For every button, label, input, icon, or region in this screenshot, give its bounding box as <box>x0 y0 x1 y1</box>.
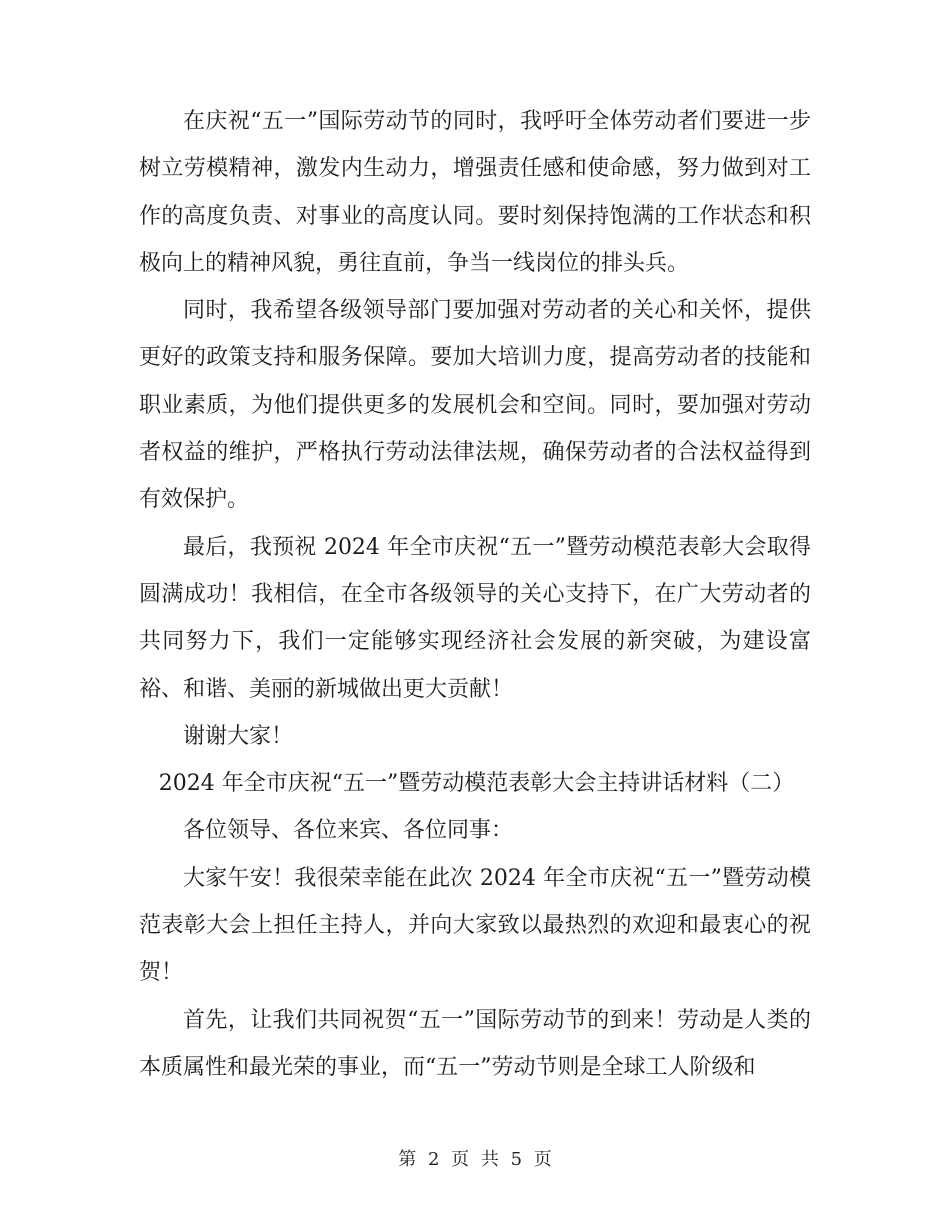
page-number: 第 2 页 共 5 页 <box>398 1149 552 1170</box>
document-body <box>139 98 811 1091</box>
paragraph-labor-spirit: 在庆祝“五一”国际劳动节的同时，我呼吁全体劳动者们要进一步树立劳模精神，激发内生动力，增强责任感和使命感，努力做到对工作的高度负责、对事业的高度认同。要时刻保持饱满的工作状态和积极向上的精神风貌，勇往直前，争当一线岗位的排头兵。 <box>139 109 811 276</box>
paragraph-welcome: 大家午安！我很荣幸能在此次 2024 年全市庆祝“五一”暨劳动模范表彰大会上担任主持人，并向大家致以最热烈的欢迎和最衷心的祝贺！ <box>139 865 811 986</box>
paragraph-leadership-care: 同时，我希望各级领导部门要加强对劳动者的关心和关怀，提供更好的政策支持和服务保障。要加大培训力度，提高劳动者的技能和职业素质，为他们提供更多的发展机会和空间。同时，要加强对劳动者权益的维护，严格执行劳动法律法规，确保劳动者的合法权益得到有效保护。 <box>139 298 811 513</box>
paragraph-thanks: 谢谢大家！ <box>183 723 294 749</box>
paragraph-salutation: 各位领导、各位来宾、各位同事： <box>183 818 514 844</box>
paragraph-congratulation: 首先，让我们共同祝贺“五一”国际劳动节的到来！劳动是人类的本质属性和最光荣的事业，而“五一”劳动节则是全球工人阶级和 <box>139 1007 811 1080</box>
section-heading: 2024 年全市庆祝“五一”暨劳动模范表彰大会主持讲话材料（二） <box>158 771 795 797</box>
paragraph-closing-wish: 最后，我预祝 2024 年全市庆祝“五一”暨劳动模范表彰大会取得圆满成功！我相信，在全市各级领导的关心支持下，在广大劳动者的共同努力下，我们一定能够实现经济社会发展的新突破，为建设富裕、和谐、美丽的新城做出更大贡献！ <box>139 534 811 702</box>
